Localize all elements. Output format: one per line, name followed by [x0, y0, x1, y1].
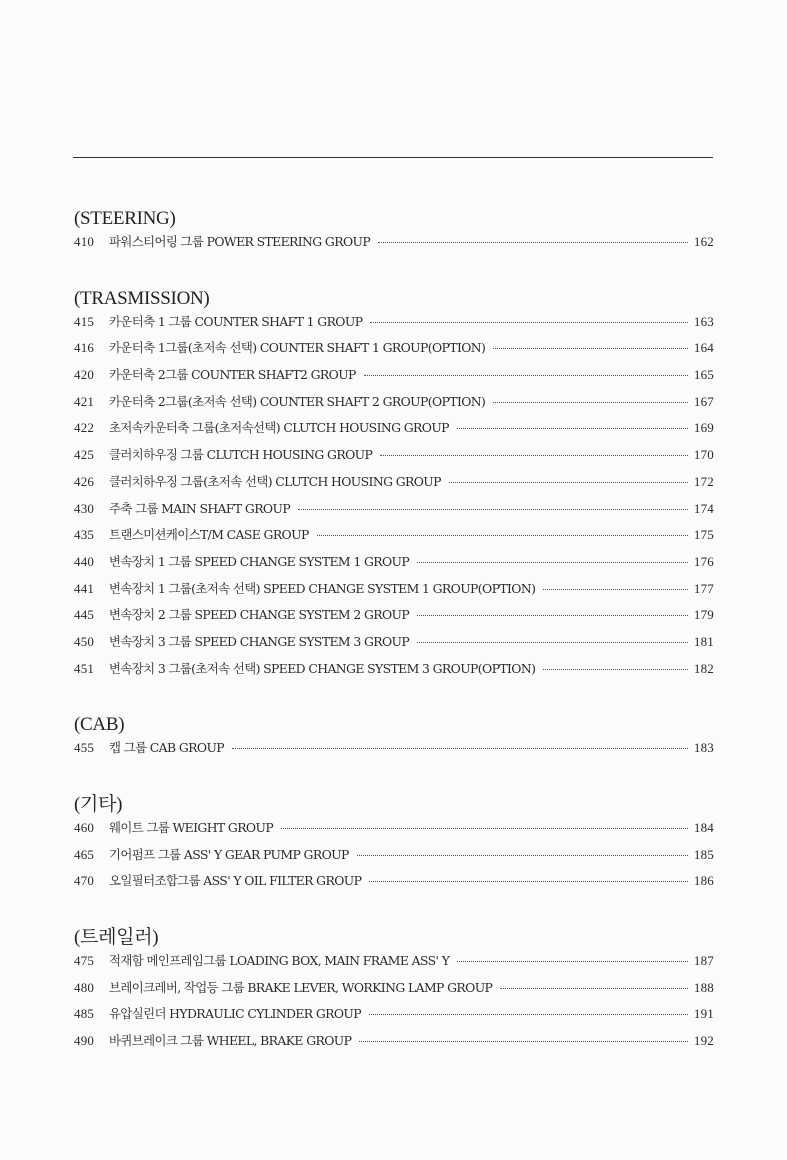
entry-number: 460	[74, 820, 95, 835]
dot-leader	[493, 348, 688, 349]
toc-entry	[74, 978, 714, 1005]
entry-title: 오일필터조합그룹 ASS' Y OIL FILTER GROUP	[109, 873, 362, 889]
toc-entry	[74, 418, 714, 445]
entry-title: 클러치하우징 그룹(초저속 선택) CLUTCH HOUSING GROUP	[109, 473, 441, 489]
table-of-contents	[74, 206, 714, 1085]
toc-entry	[74, 312, 714, 339]
entry-number: 441	[74, 580, 95, 596]
dot-leader	[417, 562, 688, 563]
entry-number: 426	[74, 473, 95, 489]
toc-entry	[74, 818, 714, 845]
entry-number: 470	[74, 873, 95, 889]
entry-title: 변속장치 1 그룹 SPEED CHANGE SYSTEM 1 GROUP	[109, 553, 410, 569]
toc-entry	[74, 365, 714, 392]
entry-number: 490	[74, 1033, 95, 1049]
toc-entry	[74, 338, 714, 365]
entry-title: 기어펌프 그룹 ASS' Y GEAR PUMP GROUP	[109, 846, 349, 862]
toc-section	[74, 712, 714, 765]
entry-number: 451	[74, 660, 95, 676]
entry-page-number: 163	[693, 313, 714, 329]
entry-page-number: 175	[693, 527, 714, 543]
dot-leader	[370, 322, 688, 323]
entry-title: 카운터축 1그룹(초저속 선택) COUNTER SHAFT 1 GROUP(OPTION)	[109, 340, 486, 356]
entry-title: 변속장치 3 그룹(초저속 선택) SPEED CHANGE SYSTEM 3 GROUP(OPTION)	[109, 660, 536, 676]
toc-entry	[74, 738, 714, 765]
entry-title: 카운터축 1 그룹 COUNTER SHAFT 1 GROUP	[109, 313, 363, 329]
entry-title: 카운터축 2그룹(초저속 선택) COUNTER SHAFT 2 GROUP(OPTION)	[109, 393, 486, 409]
toc-section	[74, 286, 714, 686]
entry-page-number: 187	[693, 953, 714, 969]
entry-title: 변속장치 3 그룹 SPEED CHANGE SYSTEM 3 GROUP	[109, 633, 410, 649]
entry-title: 카운터축 2그룹 COUNTER SHAFT2 GROUP	[109, 367, 356, 383]
dot-leader	[378, 242, 688, 243]
entry-title: 브레이크레버, 작업등 그룹 BRAKE LEVER, WORKING LAMP GROUP	[109, 979, 493, 995]
entry-title: 웨이트 그룹 WEIGHT GROUP	[109, 820, 274, 835]
header-rule	[73, 157, 713, 158]
entry-number: 455	[74, 740, 95, 756]
entry-title: 유압실린더 HYDRAULIC CYLINDER GROUP	[109, 1006, 362, 1022]
entry-number: 450	[74, 633, 95, 649]
toc-entry	[74, 392, 714, 419]
dot-leader	[417, 642, 688, 643]
section-title: (STEERING)	[74, 208, 176, 229]
entry-page-number: 185	[693, 846, 714, 862]
dot-leader	[457, 428, 688, 429]
entry-number: 421	[74, 393, 95, 409]
entry-number: 422	[74, 420, 95, 436]
dot-leader	[493, 402, 688, 403]
entry-number: 465	[74, 846, 95, 862]
section-title: (트레일러)	[74, 927, 159, 949]
toc-entry	[74, 499, 714, 526]
entry-title: 주축 그룹 MAIN SHAFT GROUP	[109, 500, 291, 516]
dot-leader	[357, 855, 688, 856]
dot-leader	[543, 669, 688, 670]
entry-page-number: 182	[693, 660, 714, 676]
entry-number: 435	[74, 527, 95, 543]
toc-section	[74, 206, 714, 259]
entry-title: 초저속카운터축 그룹(초저속선택) CLUTCH HOUSING GROUP	[109, 420, 449, 436]
entry-title: 트랜스미션케이스T/M CASE GROUP	[109, 527, 309, 543]
dot-leader	[369, 1014, 688, 1015]
entry-number: 425	[74, 447, 95, 463]
entry-page-number: 172	[693, 473, 714, 489]
toc-entry	[74, 1004, 714, 1031]
dot-leader	[369, 881, 688, 882]
entry-page-number: 165	[693, 367, 714, 383]
entry-title: 변속장치 1 그룹(초저속 선택) SPEED CHANGE SYSTEM 1 GROUP(OPTION)	[109, 580, 536, 596]
entry-page-number: 164	[693, 340, 714, 356]
entry-page-number: 184	[693, 820, 714, 835]
entry-number: 445	[74, 607, 95, 623]
toc-entry	[74, 525, 714, 552]
entry-page-number: 183	[693, 740, 714, 756]
entry-page-number: 174	[693, 500, 714, 516]
toc-entry	[74, 579, 714, 606]
toc-entry	[74, 605, 714, 632]
toc-entry	[74, 445, 714, 472]
toc-entry	[74, 951, 714, 978]
entry-number: 485	[74, 1006, 95, 1022]
entry-page-number: 188	[693, 979, 714, 995]
entry-page-number: 169	[693, 420, 714, 436]
entry-page-number: 191	[693, 1006, 714, 1022]
dot-leader	[232, 748, 688, 749]
toc-entry	[74, 871, 714, 898]
dot-leader	[364, 375, 688, 376]
entry-title: 적재함 메인프레임그룹 LOADING BOX, MAIN FRAME ASS' Y	[109, 953, 450, 969]
dot-leader	[543, 589, 688, 590]
toc-entry	[74, 659, 714, 686]
entry-number: 416	[74, 340, 95, 356]
entry-page-number: 162	[693, 234, 714, 249]
dot-leader	[317, 535, 688, 536]
toc-entry	[74, 232, 714, 259]
entry-number: 430	[74, 500, 95, 516]
entry-page-number: 181	[693, 633, 714, 649]
toc-entry	[74, 845, 714, 872]
dot-leader	[281, 828, 688, 829]
toc-entry	[74, 1031, 714, 1058]
dot-leader	[417, 615, 688, 616]
toc-section	[74, 925, 714, 1058]
entry-page-number: 170	[693, 447, 714, 463]
entry-number: 410	[74, 234, 95, 249]
entry-number: 480	[74, 979, 95, 995]
entry-number: 415	[74, 313, 95, 329]
toc-entry	[74, 632, 714, 659]
toc-section	[74, 792, 714, 898]
toc-entry	[74, 552, 714, 579]
dot-leader	[449, 482, 688, 483]
entry-title: 바퀴브레이크 그룹 WHEEL, BRAKE GROUP	[109, 1033, 352, 1049]
dot-leader	[359, 1041, 688, 1042]
section-title: (기타)	[74, 794, 123, 815]
toc-entry	[74, 472, 714, 499]
entry-page-number: 167	[693, 393, 714, 409]
entry-title: 파워스티어링 그룹 POWER STEERING GROUP	[109, 234, 371, 249]
section-title: (CAB)	[74, 714, 125, 736]
entry-page-number: 177	[693, 580, 714, 596]
entry-page-number: 176	[693, 553, 714, 569]
entry-number: 440	[74, 553, 95, 569]
entry-page-number: 186	[693, 873, 714, 889]
section-title: (TRASMISSION)	[74, 287, 210, 309]
entry-title: 변속장치 2 그룹 SPEED CHANGE SYSTEM 2 GROUP	[109, 607, 410, 623]
entry-page-number: 192	[693, 1033, 714, 1049]
dot-leader	[380, 455, 688, 456]
entry-page-number: 179	[693, 607, 714, 623]
dot-leader	[457, 961, 688, 962]
entry-number: 420	[74, 367, 95, 383]
entry-title: 캡 그룹 CAB GROUP	[109, 740, 225, 756]
entry-title: 클러치하우징 그룹 CLUTCH HOUSING GROUP	[109, 447, 373, 463]
dot-leader	[500, 988, 688, 989]
entry-number: 475	[74, 953, 95, 969]
dot-leader	[298, 509, 688, 510]
